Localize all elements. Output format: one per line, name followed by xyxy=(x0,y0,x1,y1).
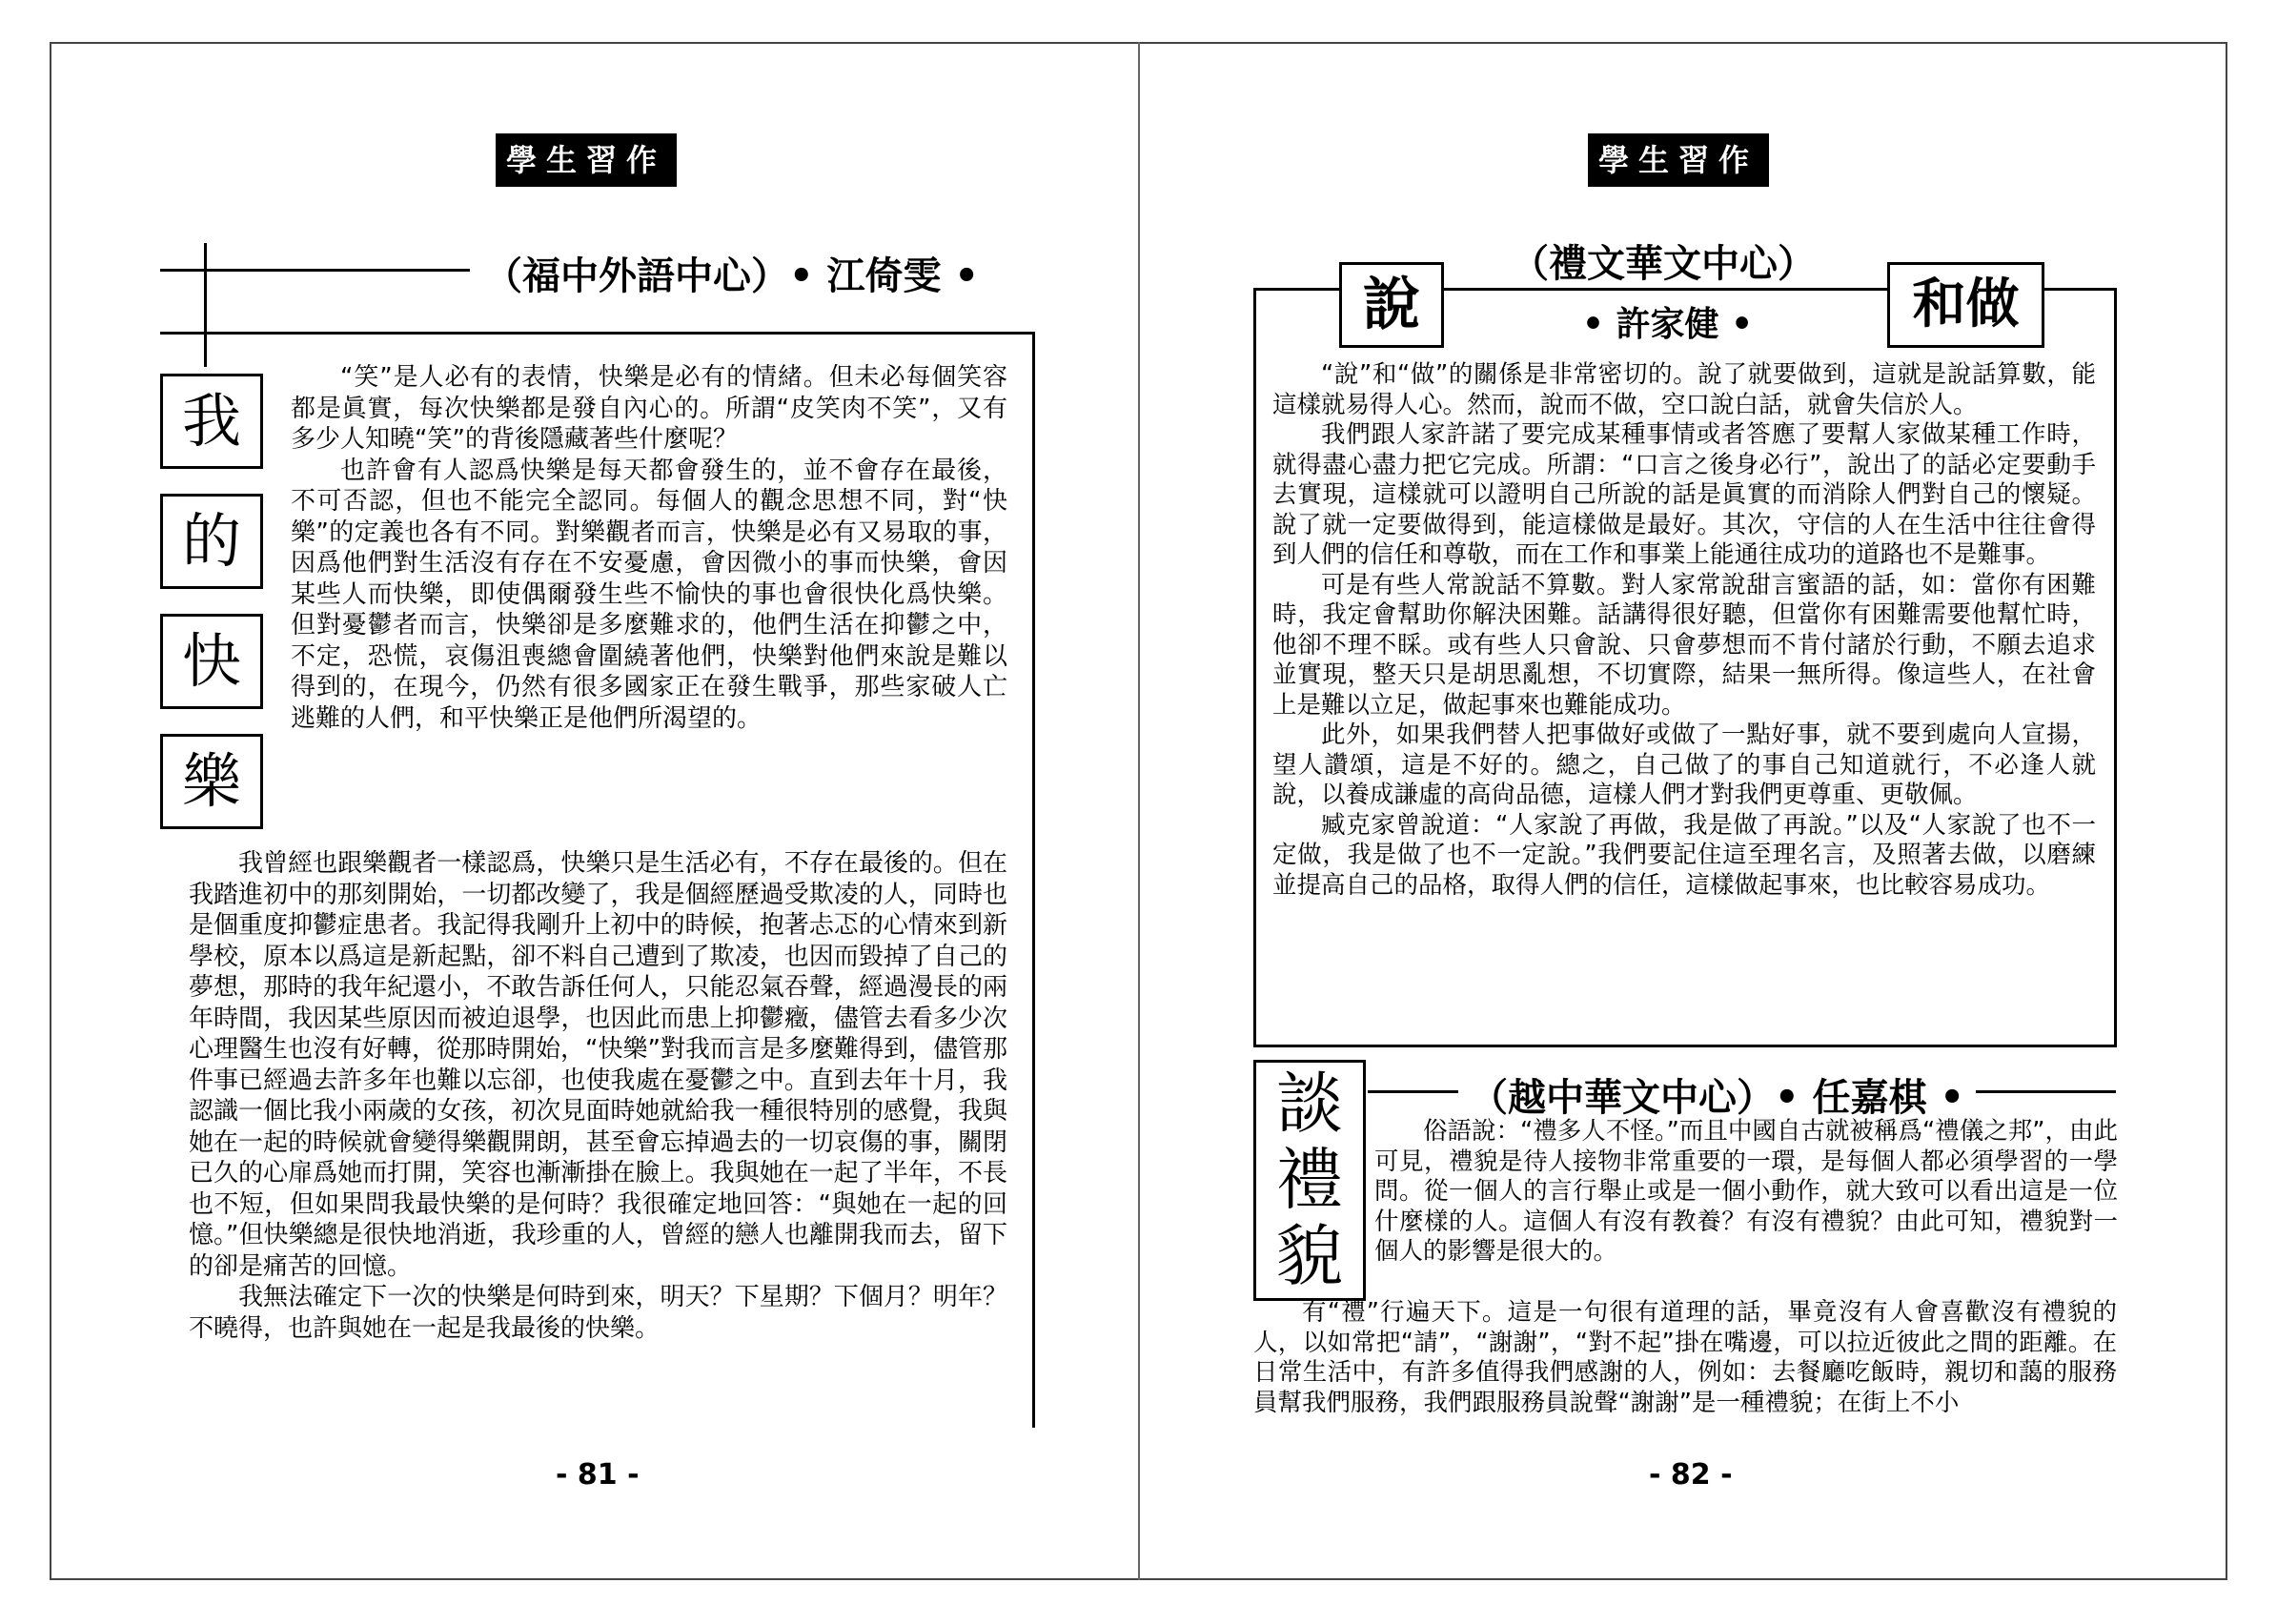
article-body-left-bottom xyxy=(189,848,1007,1344)
page-number-right: - 82 - xyxy=(1649,1458,1733,1492)
title-char: 貌 xyxy=(1276,1217,1343,1295)
title-char-4: 樂 xyxy=(160,734,263,829)
article1-center: （禮文華文中心） xyxy=(1511,233,1816,288)
paragraph: “說”和“做”的關係是非常密切的。說了就要做到，這就是說話算數，能這樣就易得人心。然而，說而不做，空口說白話，就會失信於人。 xyxy=(1272,360,2096,419)
page-number-left: - 81 - xyxy=(556,1458,640,1492)
article2-byline: （越中華文中心）• 任嘉棋 • xyxy=(1458,1067,1976,1122)
paragraph: 有“禮”行遍天下。這是一句很有道理的話，畢竟沒有人會喜歡沒有禮貌的人，以如常把“請”，“謝謝”，“對不起”掛在嘴邊，可以拉近彼此之間的距離。在日常生活中，有許多值得我們感謝的人，例如：去餐廳吃飯時，親切和藹的服務員幫我們服務，我們跟服務員說聲“謝謝”是一種禮貌；在街上不小 xyxy=(1253,1298,2117,1417)
title-char-1: 我 xyxy=(160,374,263,469)
article1-body xyxy=(1272,360,2096,901)
paragraph: 我們跟人家許諾了要完成某種事情或者答應了要幫人家做某種工作時，就得盡心盡力把它完成。所謂：“口言之後身必行”，說出了的話必定要動手去實現，這樣就可以證明自己所說的話是眞實的而消除人們對自己的懷疑。說了就一定要做得到，能這樣做是最好。其次，守信的人在生活中往往會得到人們的信任和尊敬，而在工作和事業上能通往成功的道路也不是難事。 xyxy=(1272,420,2096,569)
box-right-rule-left xyxy=(1032,332,1035,1428)
paragraph: 臧克家曾說道：“人家說了再做，我是做了再說。”以及“人家說了也不一定做，我是做了也不一定說。”我們要記住這至理名言，及照著去做，以磨練並提高自己的品格，取得人們的信任，這樣做起事來，也比較容易成功。 xyxy=(1272,810,2096,900)
title-char: 談 xyxy=(1276,1065,1343,1143)
article1-title-right: 和做 xyxy=(1887,262,2044,348)
article2-body-top xyxy=(1374,1117,2118,1268)
paragraph: 此外，如果我們替人把事做好或做了一點好事，就不要到處向人宣揚，望人讚頌，這是不好的。總之，自己做了的事自己知道就行，不必逢人就說，以養成謙虛的高尙品德，這樣人們才對我們更尊重、更敬佩。 xyxy=(1272,721,2096,809)
article1-author: • 許家健 • xyxy=(1582,304,1754,344)
paragraph: “笑”是人必有的表情，快樂是必有的情緒。但未必每個笑容都是眞實，每次快樂都是發自內心的。所謂“皮笑肉不笑”，又有多少人知曉“笑”的背後隱藏著些什麼呢？ xyxy=(291,363,1007,454)
box-top-rule-left xyxy=(160,332,1035,335)
paragraph: 我曾經也跟樂觀者一樣認爲，快樂只是生活必有，不存在最後的。但在我踏進初中的那刻開始，一切都改變了，我是個經歷過受欺凌的人，同時也是個重度抑鬱症患者。我記得我剛升上初中的時候，抱著忐忑的心情來到新學校，原本以爲這是新起點，卻不料自己遭到了欺凌，也因而毀掉了自己的夢想，那時的我年紀還小，不敢告訴任何人，只能忍氣吞聲，經過漫長的兩年時間，我因某些原因而被迫退學，也因此而患上抑鬱癥，儘管去看多少次心理醫生也沒有好轉，從那時開始，“快樂”對我而言是多麼難得到，儘管那件事已經過去許多年也難以忘卻，也使我處在憂鬱之中。直到去年十月，我認識一個比我小兩歲的女孩，初次見面時她就給我一種很特別的感覺，我與她在一起的時候就會變得樂觀開朗，甚至會忘掉過去的一切哀傷的事，關閉已久的心扉爲她而打開，笑容也漸漸掛在臉上。我與她在一起了半年，不長也不短，但如果問我最快樂的是何時？我很確定地回答：“與她在一起的回憶。”但快樂總是很快地消逝，我珍重的人，曾經的戀人也離開我而去，留下的卻是痛苦的回憶。 xyxy=(189,849,1007,1281)
title-char-2: 的 xyxy=(160,494,263,589)
article1-title-left: 說 xyxy=(1339,262,1444,348)
article2-body-bottom xyxy=(1253,1298,2117,1418)
paragraph: 也許會有人認爲快樂是每天都會發生的，並不會存在最後，不可否認，但也不能完全認同。每個人的觀念思想不同，對“快樂”的定義也各有不同。對樂觀者而言，快樂是必有又易取的事，因爲他們對生活沒有存在不安憂慮，會因微小的事而快樂，會因某些人而快樂，即使偶爾發生些不愉快的事也會很快化爲快樂。但對憂鬱者而言，快樂卻是多麼難求的，他們生活在抑鬱之中，不定，恐慌，哀傷沮喪總會圍繞著他們，快樂對他們來說是難以得到的，在現今，仍然有很多國家正在發生戰爭，那些家破人亡逃難的人們，和平快樂正是他們所渴望的。 xyxy=(291,456,1007,733)
page-spine xyxy=(1138,42,1140,1580)
byline-left: （福中外語中心）• 江倚雯 • xyxy=(484,246,979,300)
article2-title xyxy=(1253,1066,1366,1294)
title-char-3: 快 xyxy=(160,614,263,709)
section-badge-left: 學生習作 xyxy=(496,133,677,187)
article-body-left-top xyxy=(291,362,1007,734)
title-post-left xyxy=(204,243,207,367)
section-badge-right: 學生習作 xyxy=(1588,133,1769,187)
paragraph: 俗語說：“禮多人不怪。”而且中國自古就被稱爲“禮儀之邦”，由此可見，禮貌是待人接物非常重要的一環，是每個人都必須學習的一學問。從一個人的言行舉止或是一個小動作，就大致可以看出這是一位什麼樣的人。這個人有沒有教養？有沒有禮貌？由此可知，禮貌對一個人的影響是很大的。 xyxy=(1374,1117,2118,1266)
paragraph: 我無法確定下一次的快樂是何時到來，明天？下星期？下個月？明年？不曉得，也許與她在一起是我最後的快樂。 xyxy=(189,1283,1007,1343)
paragraph: 可是有些人常說話不算數。對人家常說甜言蜜語的話，如：當你有困難時，我定會幫助你解決困難。話講得很好聽，但當你有困難需要他幫忙時，他卻不理不睬。或有些人只會說、只會夢想而不肯付諸於行動，不願去追求並實現，整天只是胡思亂想，不切實際，結果一無所得。像這些人，在社會上是難以立足，做起事來也難能成功。 xyxy=(1272,570,2096,720)
title-char: 禮 xyxy=(1276,1141,1343,1219)
